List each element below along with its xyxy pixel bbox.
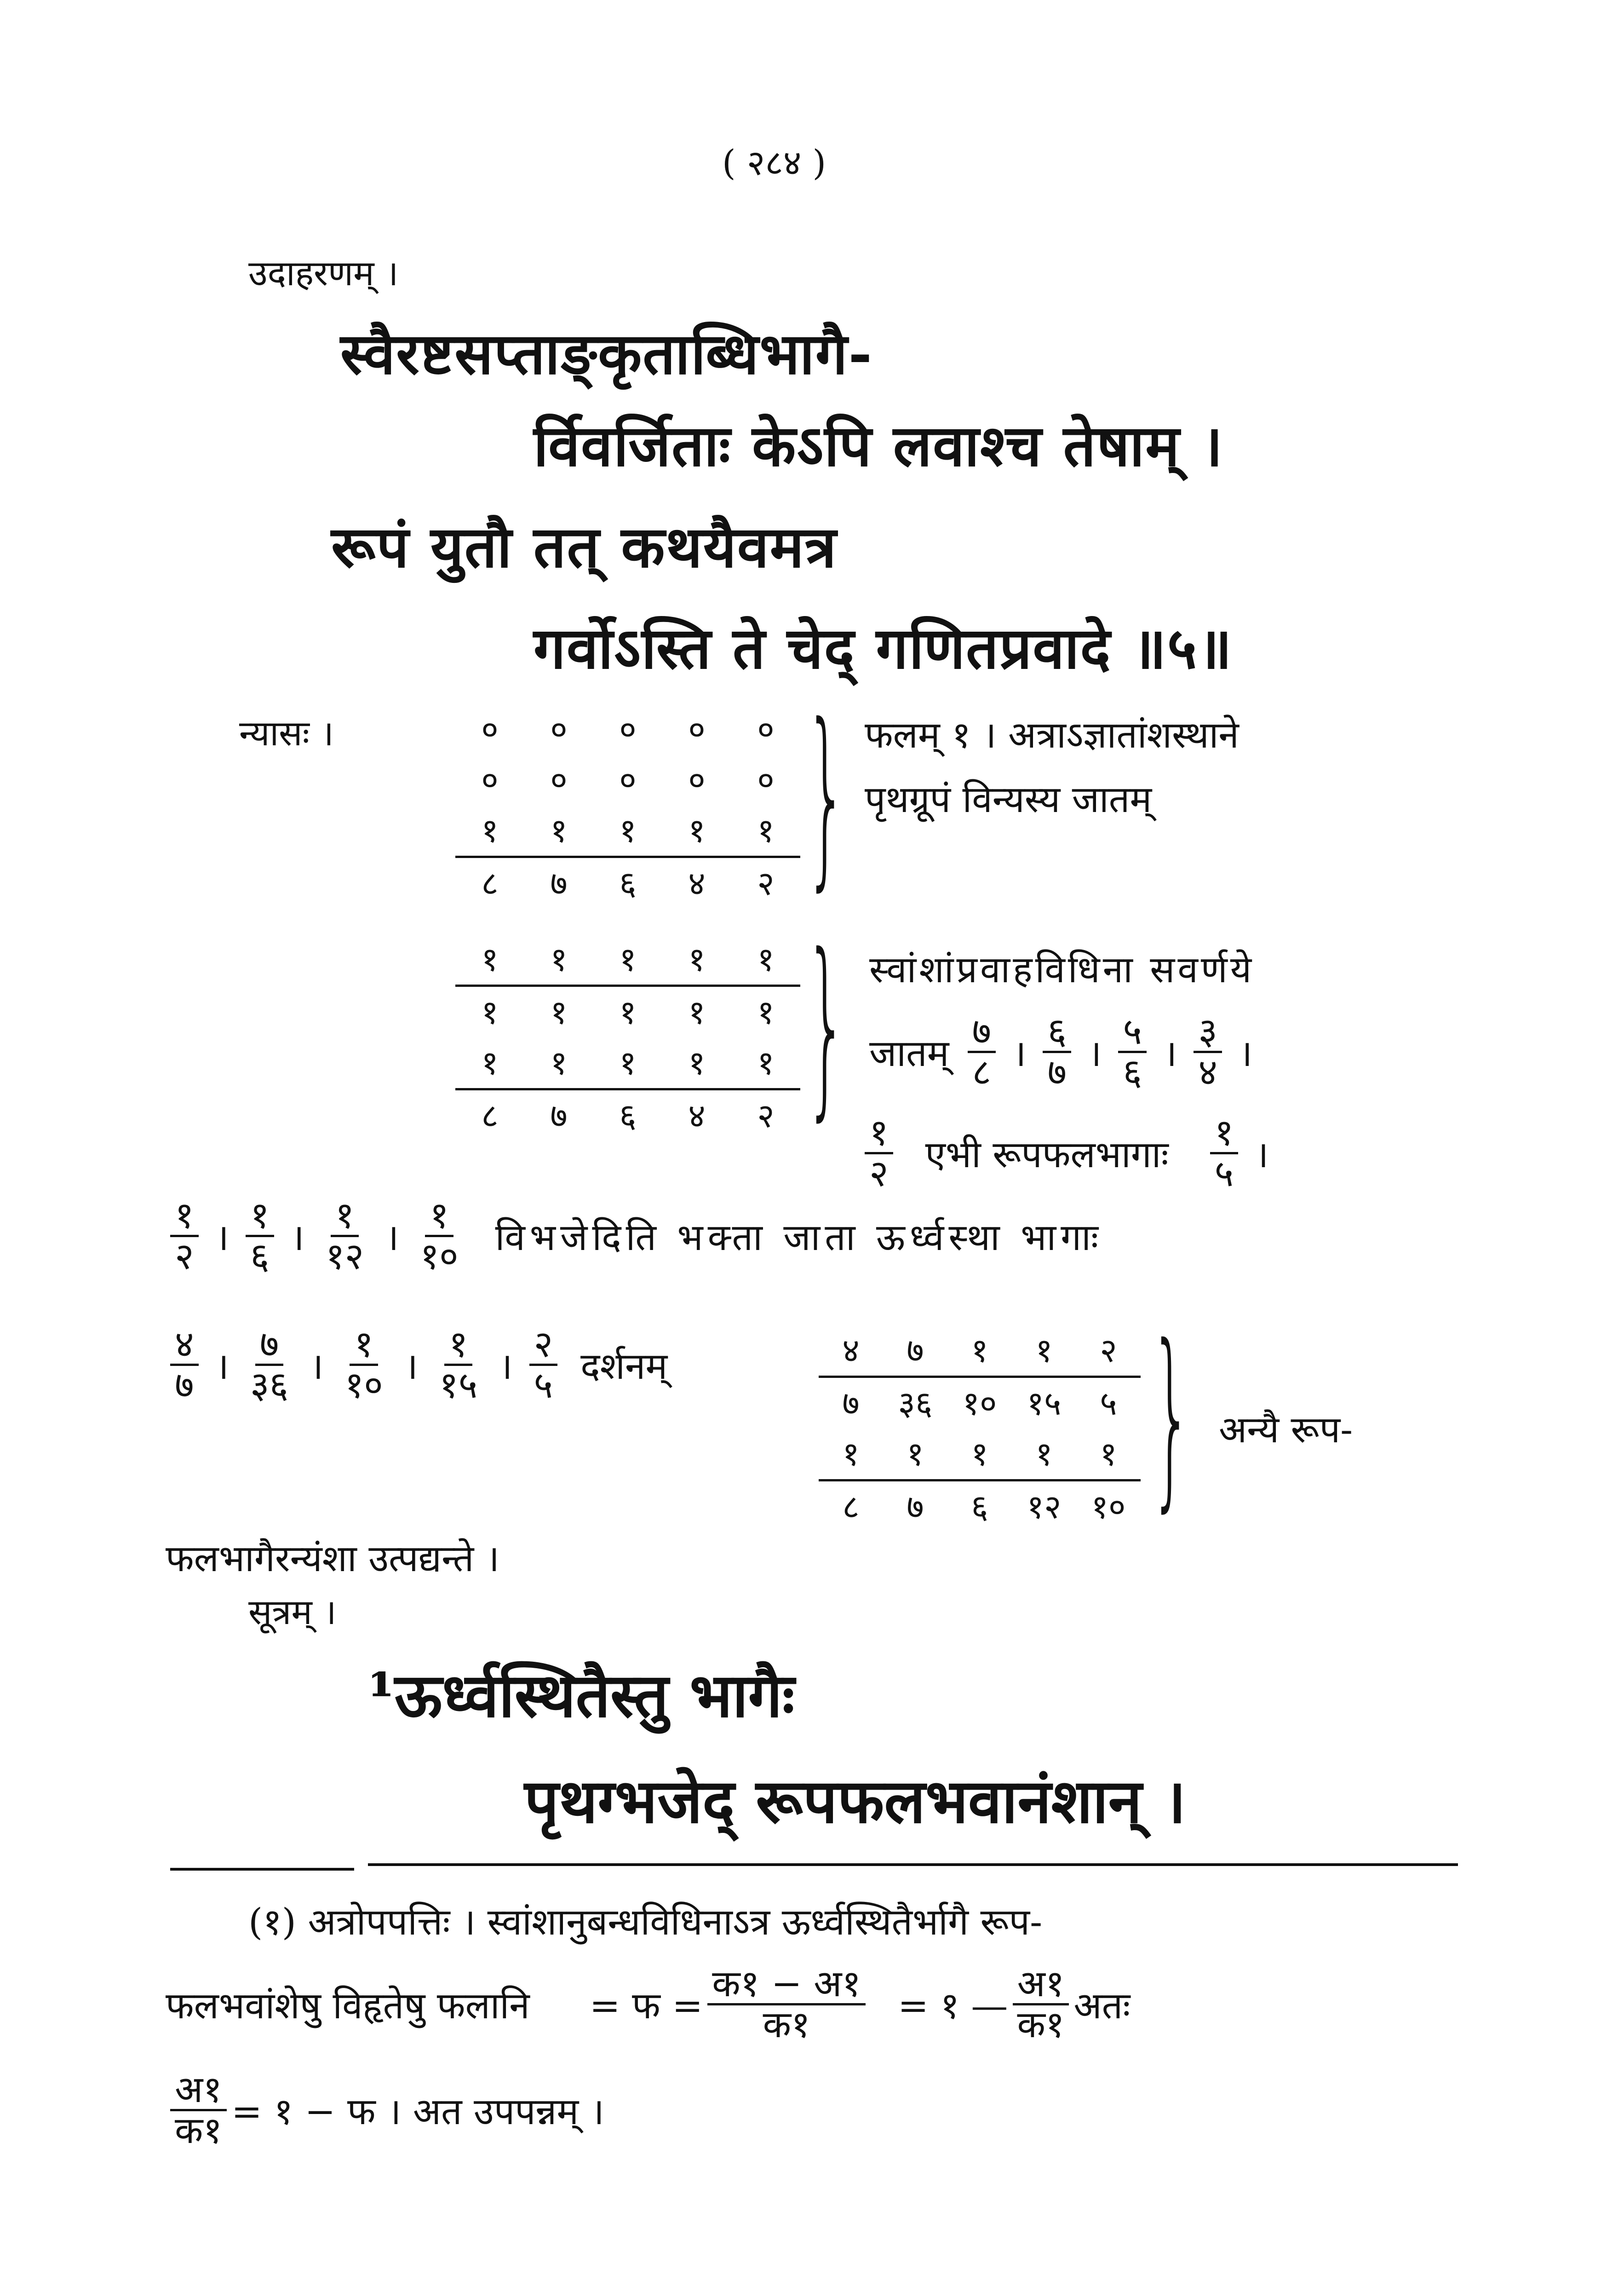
grid-3-cell: २ xyxy=(1076,1325,1141,1378)
grid-2 xyxy=(455,934,800,1141)
grid-1-cell: २ xyxy=(757,864,775,903)
numerator: १ xyxy=(246,1196,274,1237)
grid-2-cell: १ xyxy=(524,934,593,987)
fraction xyxy=(1012,1964,1069,2044)
grid-2-cell: ७ xyxy=(550,1096,568,1135)
danda: । xyxy=(1238,1032,1253,1075)
footnote-line-3 xyxy=(166,2070,604,2150)
denominator: क१ xyxy=(763,2003,810,2046)
fraction xyxy=(170,1325,199,1405)
fraction xyxy=(415,1196,463,1276)
grid-3-cell: १० xyxy=(962,1384,997,1423)
danda: । xyxy=(1255,1133,1269,1176)
danda: । xyxy=(310,1345,324,1388)
grid-2-cell: १ xyxy=(593,1037,662,1090)
grid-3-cell: ६ xyxy=(971,1487,988,1526)
grid-2-cell: ८ xyxy=(481,1096,499,1135)
page-number: ( २८४ ) xyxy=(722,142,826,183)
grid-2-cell: १ xyxy=(593,934,662,987)
sutra-label: सूत्रम् । xyxy=(248,1591,337,1632)
numerator: १ xyxy=(170,1196,199,1237)
grid-3-cell: ७ xyxy=(883,1325,947,1378)
grid-3-cell: १ xyxy=(947,1429,1012,1481)
grid-2-cell: १ xyxy=(662,934,731,987)
denominator: १५ xyxy=(439,1364,478,1406)
numerator: २ xyxy=(529,1325,558,1366)
danda: । xyxy=(290,1216,304,1259)
grid-3-cell: ३६ xyxy=(898,1384,933,1423)
denominator: ५ xyxy=(1214,1152,1234,1195)
equation-part: = फ = xyxy=(589,1984,703,2027)
darshanam-text: दर्शनम् xyxy=(580,1345,668,1388)
grid-1-note-2: पृथग्रूपं विन्यस्य जातम् xyxy=(865,778,1152,821)
fraction xyxy=(170,1196,199,1276)
denominator: क१ xyxy=(1017,2003,1065,2046)
grid-1-cell: ० xyxy=(688,710,706,749)
numerator: क१ − अ१ xyxy=(707,1964,866,2005)
danda: । xyxy=(215,1216,229,1259)
fraction xyxy=(246,1325,293,1405)
numerator: १ xyxy=(425,1196,453,1237)
grid-1-note-1: फलम् १ । अत्राऽज्ञातांशस्थाने xyxy=(865,714,1239,756)
numerator: ७ xyxy=(968,1012,996,1053)
grid-3-cell: १ xyxy=(1076,1429,1141,1481)
grid-3-cell: ४ xyxy=(819,1325,883,1378)
numerator: ४ xyxy=(170,1325,199,1366)
grid-1-cell: ० xyxy=(757,760,775,799)
verse-line-3: रूपं युतौ तत् कथयैवमत्र xyxy=(331,514,838,581)
fraction xyxy=(170,2070,227,2150)
grid-1-cell: ० xyxy=(757,710,775,749)
denominator: ४ xyxy=(1198,1051,1217,1094)
grid-2-cell: ४ xyxy=(688,1096,706,1135)
footnote-line-2 xyxy=(166,1964,1130,2044)
grid-3-cell: १० xyxy=(1091,1487,1126,1526)
footnote-text: = १ − फ । अत उपपन्नम् । xyxy=(231,2090,604,2133)
numerator: ७ xyxy=(255,1325,284,1366)
grid-3-note: अन्यै रूप- xyxy=(1219,1408,1353,1451)
fraction xyxy=(246,1196,274,1276)
numerator: ५ xyxy=(1118,1012,1147,1053)
danda: । xyxy=(1088,1032,1102,1075)
denominator: २ xyxy=(175,1235,194,1278)
fraction xyxy=(321,1196,368,1276)
grid-2-note-3 xyxy=(860,1113,1281,1193)
verse-line-2: र्विवर्जिताः केऽपि लवाश्च तेषाम् । xyxy=(534,413,1224,479)
grid-3-cell: १ xyxy=(1012,1325,1076,1378)
grid-1-cell: ० xyxy=(619,760,637,799)
grid-1-cell: ० xyxy=(550,710,568,749)
denominator: ८ xyxy=(972,1051,992,1094)
grid-1-cell: ० xyxy=(481,760,499,799)
danda: । xyxy=(1012,1032,1027,1075)
sutra-line-1: ¹ऊर्ध्वस्थितैस्तु भागैः xyxy=(368,1660,795,1731)
grid-2-cell: १ xyxy=(688,993,706,1031)
grid-3-cell: ७ xyxy=(842,1384,860,1423)
danda: । xyxy=(215,1345,229,1388)
denominator: ३६ xyxy=(250,1364,289,1406)
rupaphala-text: एभी रूपफलभागाः xyxy=(925,1133,1169,1176)
grid-3-cell: १ xyxy=(819,1429,883,1481)
grid-1-cell: १ xyxy=(593,805,662,858)
grid-3-cell: १ xyxy=(947,1325,1012,1378)
fraction xyxy=(435,1325,482,1405)
grid-2-brace: } xyxy=(805,913,848,1138)
grid-2-cell: १ xyxy=(550,993,568,1031)
denominator: ६ xyxy=(250,1235,270,1278)
grid-2-cell: १ xyxy=(481,993,499,1031)
grid-1-cell: ० xyxy=(688,760,706,799)
grid-3-cell: १ xyxy=(883,1429,947,1481)
fraction-line-1 xyxy=(166,1196,1103,1276)
numerator: १ xyxy=(1210,1113,1239,1154)
fraction xyxy=(865,1113,893,1193)
grid-1-cell: ० xyxy=(550,760,568,799)
fraction xyxy=(1194,1012,1222,1092)
denominator: १० xyxy=(344,1364,383,1406)
fraction xyxy=(1210,1113,1239,1193)
grid-3-cell: ७ xyxy=(907,1487,924,1526)
equation-part: = १ — xyxy=(897,1984,1008,2027)
grid-2-cell: १ xyxy=(619,993,637,1031)
denominator: क१ xyxy=(175,2109,223,2152)
denominator: ५ xyxy=(534,1364,553,1406)
grid-1-cell: १ xyxy=(662,805,731,858)
grid-2-note-2 xyxy=(869,1012,1264,1092)
fraction xyxy=(707,1964,866,2044)
grid-3-cell: १२ xyxy=(1027,1487,1062,1526)
grid-2-cell: १ xyxy=(731,1037,800,1090)
denominator: ७ xyxy=(175,1364,194,1406)
grid-2-cell: १ xyxy=(455,934,524,987)
verse-line-4: गर्वोऽस्ति ते चेद् गणितप्रवादे ॥५॥ xyxy=(534,615,1233,682)
grid-1-brace: } xyxy=(805,683,848,908)
fraction xyxy=(529,1325,558,1405)
equation-part: अतः xyxy=(1073,1984,1130,2027)
grid-1-cell: १ xyxy=(731,805,800,858)
denominator: २ xyxy=(869,1152,889,1195)
fraction xyxy=(1118,1012,1147,1092)
grid-3 xyxy=(819,1325,1141,1532)
denominator: १२ xyxy=(325,1235,364,1278)
example-label: उदाहरणम् । xyxy=(248,253,399,294)
grid-1-cell: ६ xyxy=(619,864,637,903)
fraction xyxy=(340,1325,387,1405)
grid-2-cell: ६ xyxy=(619,1096,637,1135)
jatam-label: जातम् xyxy=(869,1032,949,1075)
grid-1-cell: १ xyxy=(524,805,593,858)
nyasa-label: न्यासः । xyxy=(239,713,334,754)
fraction xyxy=(968,1012,996,1092)
grid-3-cell: ८ xyxy=(842,1487,860,1526)
grid-1-cell: ० xyxy=(619,710,637,749)
numerator: १ xyxy=(444,1325,473,1366)
grid-2-cell: १ xyxy=(662,1037,731,1090)
grid-1-cell: ८ xyxy=(481,864,499,903)
denominator: १० xyxy=(420,1235,459,1278)
sutra-line-2: पृथग्भजेद् रूपफलभवानंशान् । xyxy=(524,1766,1186,1837)
grid-1-cell: ७ xyxy=(550,864,568,903)
footnote-text: फलभवांशेषु विहृतेषु फलानि xyxy=(166,1984,530,2027)
danda: । xyxy=(385,1216,399,1259)
grid-2-cell: १ xyxy=(731,934,800,987)
grid-3-cell: ५ xyxy=(1100,1384,1117,1423)
danda: । xyxy=(499,1345,513,1388)
danda: । xyxy=(404,1345,418,1388)
grid-1 xyxy=(455,704,800,909)
denominator: ६ xyxy=(1123,1051,1142,1094)
grid-2-cell: १ xyxy=(524,1037,593,1090)
grid-1-cell: १ xyxy=(455,805,524,858)
danda: । xyxy=(1163,1032,1177,1075)
denominator: ७ xyxy=(1047,1051,1067,1094)
footnote-rule-short xyxy=(170,1868,354,1871)
grid-2-cell: १ xyxy=(757,993,775,1031)
grid-3-cell: १ xyxy=(1012,1429,1076,1481)
grid-2-cell: २ xyxy=(757,1096,775,1135)
grid-2-note-1: स्वांशांप्रवाहविधिना सवर्णये xyxy=(869,948,1255,991)
numerator: ३ xyxy=(1194,1012,1222,1053)
numerator: १ xyxy=(350,1325,378,1366)
grid-1-cell: ० xyxy=(481,710,499,749)
verse-line-1: स्वैरष्टसप्ताङ्कृताब्धिभागै- xyxy=(340,321,873,387)
grid-3-cell: १५ xyxy=(1027,1384,1062,1423)
vibhajet-text: विभजेदिति भक्ता जाता ऊर्ध्वस्था भागाः xyxy=(495,1216,1103,1259)
numerator: १ xyxy=(865,1113,893,1154)
grid-3-brace: } xyxy=(1150,1304,1193,1529)
fraction-line-2 xyxy=(166,1325,667,1405)
numerator: अ१ xyxy=(170,2070,227,2111)
fraction xyxy=(1043,1012,1071,1092)
prose-continuation: फलभागैरन्यंशा उत्पद्यन्ते । xyxy=(166,1537,500,1580)
grid-2-cell: १ xyxy=(455,1037,524,1090)
grid-1-cell: ४ xyxy=(688,864,706,903)
footnote-rule-long xyxy=(368,1863,1458,1866)
numerator: अ१ xyxy=(1013,1964,1069,2005)
numerator: ६ xyxy=(1043,1012,1071,1053)
footnote-line-1: (१) अत्रोपपत्तिः । स्वांशानुबन्धविधिनाऽत्र ऊर्ध्वस्थितैर्भागै रूप- xyxy=(248,1901,1043,1943)
numerator: १ xyxy=(331,1196,359,1237)
